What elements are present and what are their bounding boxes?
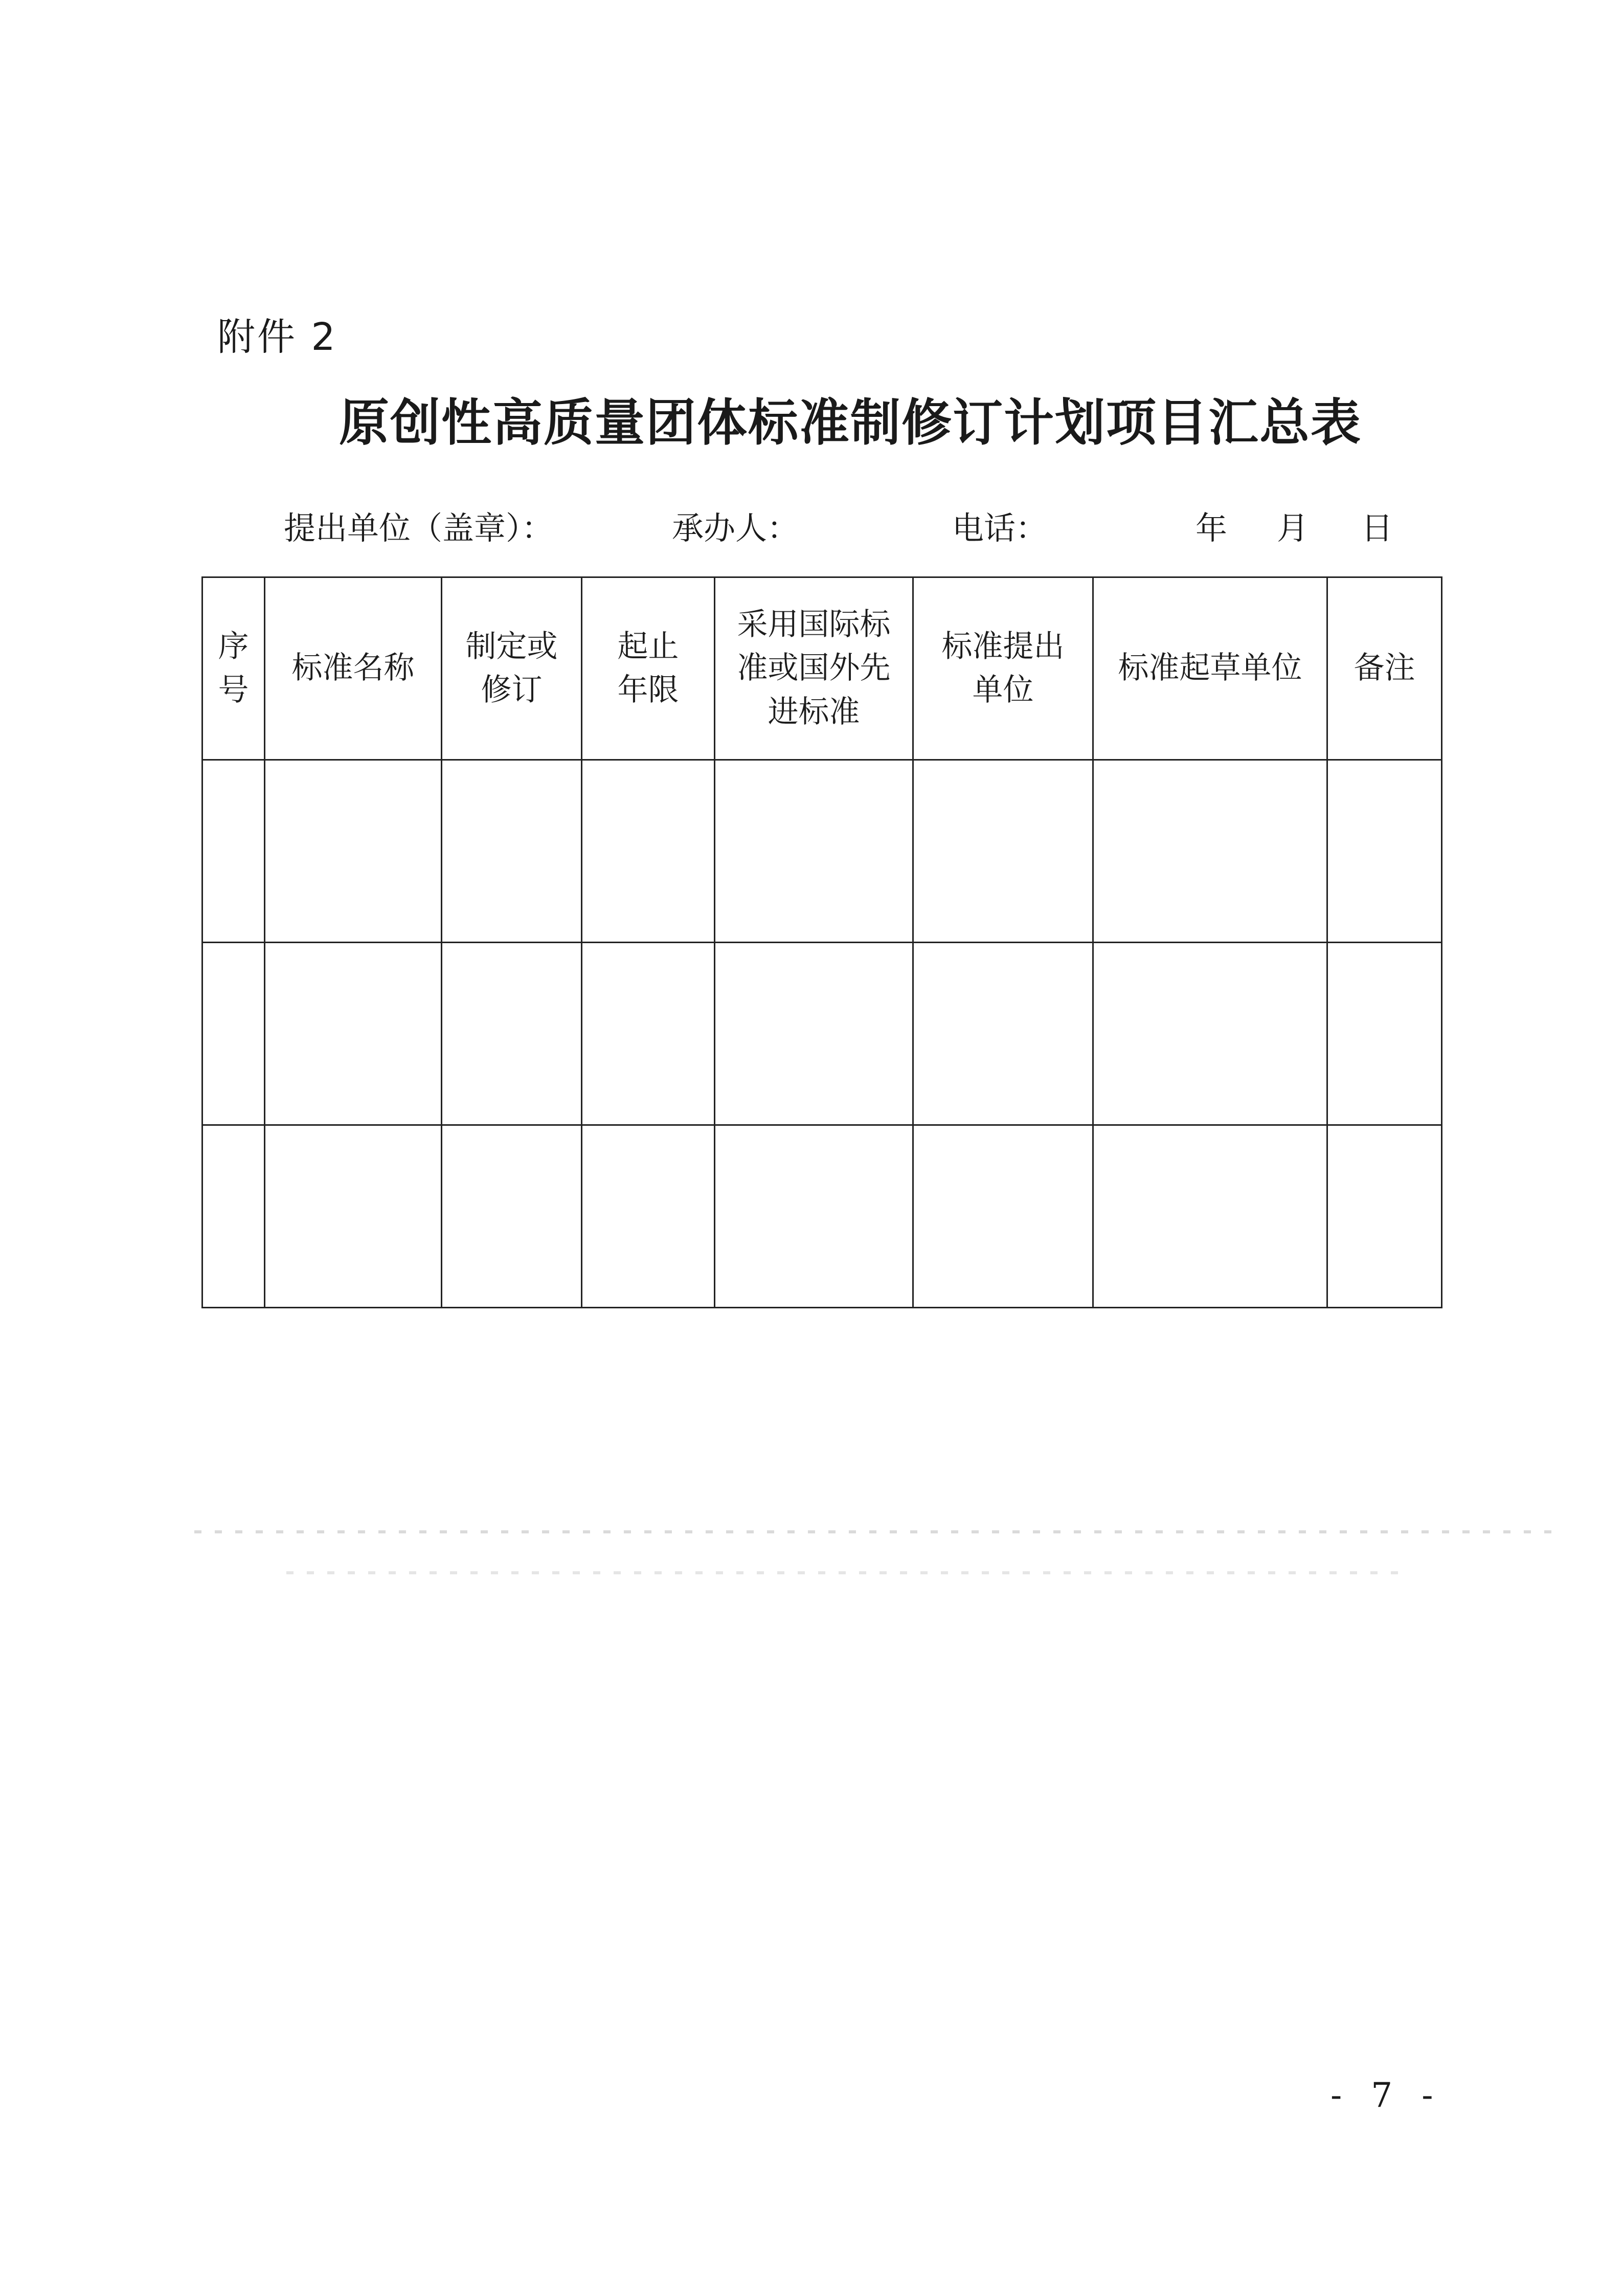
header-remarks: 备注	[1327, 577, 1442, 760]
table-cell	[265, 1125, 442, 1308]
table-cell	[202, 1125, 265, 1308]
year-label: 年	[1196, 509, 1228, 547]
submitting-unit-label: 提出单位（盖章）：	[284, 509, 554, 547]
table-cell	[265, 760, 442, 943]
month-label: 月	[1277, 509, 1309, 547]
scan-artifact-line	[194, 1530, 1565, 1533]
table-cell	[1327, 1125, 1442, 1308]
table-cell	[202, 760, 265, 943]
header-drafting-unit: 标准起草单位	[1093, 577, 1327, 760]
table-cell	[202, 943, 265, 1125]
table-row	[202, 760, 1442, 943]
header-formulate-or-revise: 制定或修订	[442, 577, 582, 760]
table-cell	[715, 760, 913, 943]
scan-artifact-line	[286, 1571, 1411, 1574]
table-cell	[913, 1125, 1093, 1308]
attachment-label: 附件 2	[217, 315, 337, 359]
header-standard-name: 标准名称	[265, 577, 442, 760]
table-cell	[442, 1125, 582, 1308]
table-cell	[582, 1125, 715, 1308]
table-cell	[1093, 943, 1327, 1125]
phone-label: 电话：	[952, 509, 1048, 547]
table-row	[202, 943, 1442, 1125]
document-title: 原创性高质量团体标准制修订计划项目汇总表	[339, 393, 1362, 452]
day-label: 日	[1361, 509, 1393, 547]
table-cell	[913, 760, 1093, 943]
table-cell	[1327, 943, 1442, 1125]
header-proposing-unit: 标准提出单位	[913, 577, 1093, 760]
page-number: - 7 -	[1330, 2076, 1442, 2115]
table-cell	[442, 943, 582, 1125]
table-cell	[582, 760, 715, 943]
handler-label: 承办人：	[672, 509, 799, 547]
table-cell	[1093, 760, 1327, 943]
header-serial-number: 序号	[202, 577, 265, 760]
table-cell	[442, 760, 582, 943]
header-start-end-period: 起止年限	[582, 577, 715, 760]
table-cell	[265, 943, 442, 1125]
table-cell	[1327, 760, 1442, 943]
summary-table	[201, 576, 1442, 1308]
table-cell	[715, 943, 913, 1125]
header-adopted-international-standard: 采用国际标准或国外先进标准	[715, 577, 913, 760]
table-row	[202, 1125, 1442, 1308]
table-cell	[715, 1125, 913, 1308]
table-cell	[582, 943, 715, 1125]
table-header-row	[202, 577, 1442, 760]
table-cell	[1093, 1125, 1327, 1308]
table-cell	[913, 943, 1093, 1125]
